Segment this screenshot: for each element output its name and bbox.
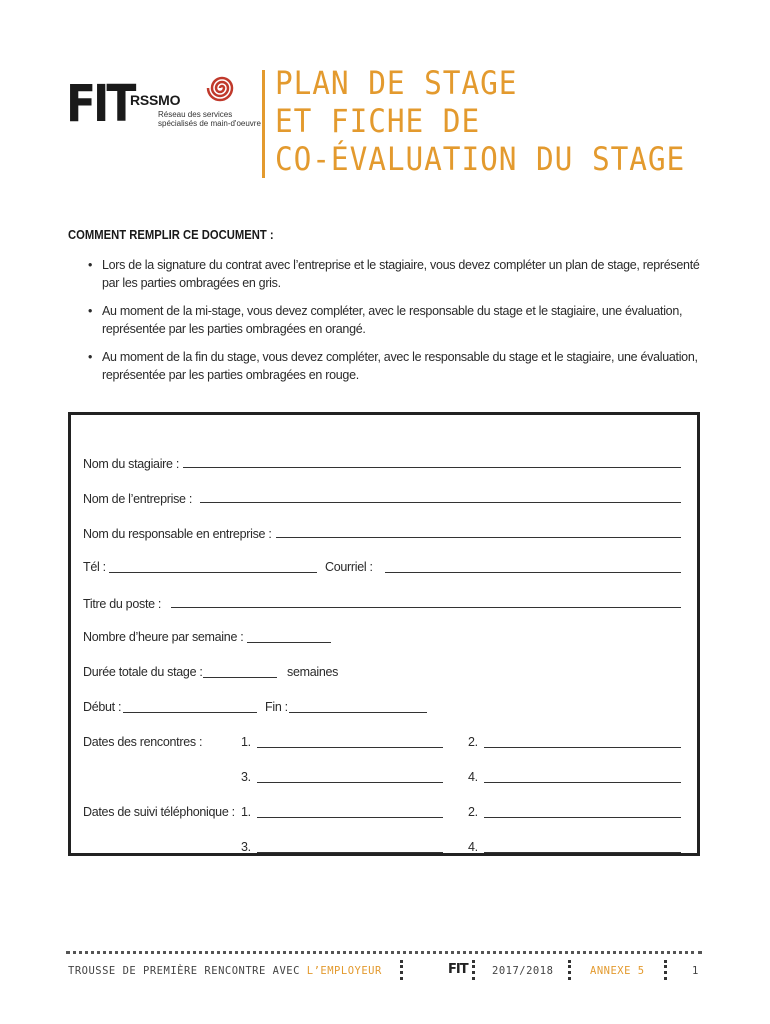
title-line-2: ET FICHE DE: [275, 102, 481, 140]
footer-separator: [400, 960, 406, 980]
fin-field[interactable]: [289, 700, 427, 713]
entreprise-row: [83, 490, 681, 506]
title-line-1: PLAN DE STAGE: [275, 64, 518, 102]
stagiaire-row: [83, 455, 681, 471]
instruction-item: • Lors de la signature du contrat avec l’entreprise et le stagiaire, vous devez compléter un plan de stage, représenté par les parties ombragées en gris.: [88, 256, 706, 292]
rencontre-num-4: 4.: [468, 770, 478, 784]
suivi-row-2: [83, 840, 681, 856]
logo-fit-text: FIT: [66, 74, 134, 134]
titre-field[interactable]: [171, 595, 681, 608]
tel-field[interactable]: [109, 560, 317, 573]
suivi-date-3-field[interactable]: [257, 840, 443, 853]
instructions-list: [88, 256, 706, 394]
debut-field[interactable]: [123, 700, 257, 713]
entreprise-field[interactable]: [200, 490, 681, 503]
footer-annexe: ANNEXE 5: [590, 965, 645, 977]
logo-sub-line-2: spécialisés de main-d'oeuvre: [158, 119, 261, 128]
suivi-num-3: 3.: [241, 840, 251, 854]
rencontre-date-1-field[interactable]: [257, 735, 443, 748]
fin-label: Fin :: [265, 700, 288, 714]
heures-label: Nombre d’heure par semaine :: [83, 630, 244, 644]
suivi-num-4: 4.: [468, 840, 478, 854]
heures-field[interactable]: [247, 630, 331, 643]
rencontre-date-4-field[interactable]: [484, 770, 681, 783]
swirl-icon: [204, 70, 240, 106]
suivi-num-1: 1.: [241, 805, 251, 819]
responsable-field[interactable]: [276, 525, 681, 538]
instruction-item: • Au moment de la mi-stage, vous devez compléter, avec le responsable du stage et le stagiaire, une évaluation, représentée par les parties ombragées en orangé.: [88, 302, 706, 338]
instruction-item: • Au moment de la fin du stage, vous devez compléter, avec le responsable du stage et le stagiaire, une évaluation, représentée par les parties ombragées en rouge.: [88, 348, 706, 384]
footer-title-accent: L’EMPLOYEUR: [306, 965, 382, 977]
page-number: 1: [692, 965, 699, 977]
footer-fit-logo: FIT: [448, 962, 468, 977]
titre-row: [83, 595, 681, 611]
title-line-3: CO-ÉVALUATION DU STAGE: [275, 140, 686, 178]
suivi-num-2: 2.: [468, 805, 478, 819]
duree-unit: semaines: [287, 665, 339, 679]
footer-title-main: TROUSSE DE PREMIÈRE RENCONTRE AVEC: [68, 965, 300, 977]
suivi-row-1: [83, 805, 681, 821]
title-accent-bar: [262, 70, 265, 178]
debut-label: Début :: [83, 700, 122, 714]
rencontre-date-2-field[interactable]: [484, 735, 681, 748]
logo-sub-line-1: Réseau des services: [158, 110, 233, 119]
duree-label: Durée totale du stage :: [83, 665, 203, 679]
rencontres-label: Dates des rencontres :: [83, 735, 203, 749]
suivi-label: Dates de suivi téléphonique :: [83, 805, 235, 819]
courriel-field[interactable]: [385, 560, 681, 573]
duree-field[interactable]: [203, 665, 277, 678]
duree-row: [83, 665, 681, 681]
responsable-label: Nom du responsable en entreprise :: [83, 527, 272, 541]
heures-row: [83, 630, 681, 646]
contact-row: [83, 560, 681, 576]
rencontre-date-3-field[interactable]: [257, 770, 443, 783]
footer-year: 2017/2018: [492, 965, 554, 977]
stagiaire-label: Nom du stagiaire :: [83, 457, 180, 471]
suivi-date-1-field[interactable]: [257, 805, 443, 818]
footer-separator: [472, 960, 478, 980]
responsable-row: [83, 525, 681, 541]
footer-separator: [664, 960, 670, 980]
page-title: [275, 64, 685, 178]
footer-divider: [66, 951, 702, 954]
logo-rssmo-text: RSSMO: [130, 92, 181, 108]
suivi-date-2-field[interactable]: [484, 805, 681, 818]
logo-subtitle: [158, 110, 268, 128]
rencontre-num-2: 2.: [468, 735, 478, 749]
tel-label: Tél :: [83, 560, 106, 574]
rencontre-num-1: 1.: [241, 735, 251, 749]
fit-rssmo-logo: [66, 70, 266, 134]
rencontre-num-3: 3.: [241, 770, 251, 784]
rencontres-row-1: [83, 735, 681, 751]
courriel-label: Courriel :: [325, 560, 373, 574]
intern-info-form: [68, 412, 700, 856]
suivi-date-4-field[interactable]: [484, 840, 681, 853]
dates-row: [83, 700, 681, 716]
footer-separator: [568, 960, 574, 980]
footer-title: [68, 965, 382, 977]
titre-label: Titre du poste :: [83, 597, 162, 611]
rencontres-row-2: [83, 770, 681, 786]
stagiaire-field[interactable]: [183, 455, 681, 468]
instructions-heading: COMMENT REMPLIR CE DOCUMENT :: [68, 228, 274, 242]
entreprise-label: Nom de l’entreprise :: [83, 492, 193, 506]
